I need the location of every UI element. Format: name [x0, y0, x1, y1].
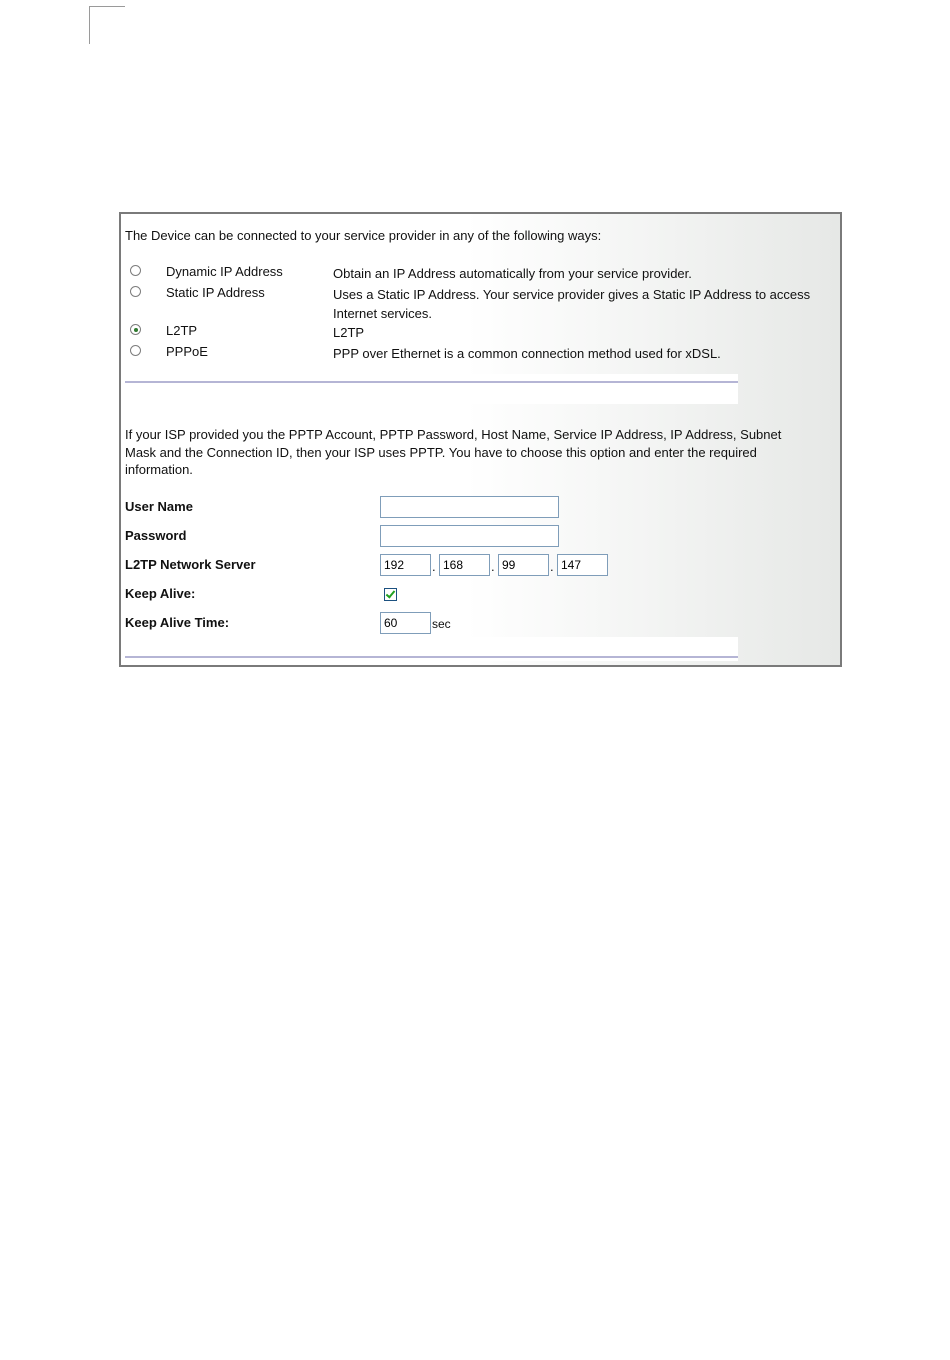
ip-dot-separator: . — [432, 559, 436, 574]
option-desc-dynamic-ip: Obtain an IP Address automatically from your service provider. — [333, 266, 692, 281]
server-ip-octet-2[interactable] — [439, 554, 490, 576]
section-divider-top — [125, 381, 738, 383]
crop-mark-horizontal — [89, 6, 125, 7]
user-name-input[interactable] — [380, 496, 559, 518]
keep-alive-checkbox[interactable] — [384, 588, 397, 601]
radio-l2tp[interactable] — [130, 324, 141, 335]
server-ip-octet-3[interactable] — [498, 554, 549, 576]
option-label-pppoe: PPPoE — [166, 344, 208, 359]
option-label-dynamic-ip: Dynamic IP Address — [166, 264, 283, 279]
option-label-static-ip: Static IP Address — [166, 285, 265, 300]
separator-strip-top — [125, 374, 738, 404]
keep-alive-time-label: Keep Alive Time: — [125, 615, 230, 630]
server-ip-octet-4[interactable] — [557, 554, 608, 576]
keep-alive-time-unit: sec — [432, 617, 451, 631]
keep-alive-label: Keep Alive: — [125, 586, 196, 601]
option-desc-pppoe: PPP over Ethernet is a common connection method used for xDSL. — [333, 346, 721, 361]
connection-intro-text: The Device can be connected to your service provider in any of the following ways: — [125, 228, 602, 243]
ip-dot-separator: . — [491, 559, 495, 574]
radio-dynamic-ip[interactable] — [130, 265, 141, 276]
option-label-l2tp: L2TP — [166, 323, 198, 338]
password-label: Password — [125, 528, 187, 543]
user-name-label: User Name — [125, 499, 193, 514]
l2tp-info-text: If your ISP provided you the PPTP Account, PPTP Password, Host Name, Service IP Address, IP Address, Subnet Mask and the Connection ID, then your ISP uses PPTP. You have to choose this option and enter the required information. — [125, 427, 782, 477]
radio-static-ip[interactable] — [130, 286, 141, 297]
wan-settings-panel — [119, 212, 842, 667]
section-divider-bottom — [125, 656, 738, 658]
keep-alive-time-input[interactable] — [380, 612, 431, 634]
l2tp-server-label: L2TP Network Server — [125, 557, 256, 572]
ip-dot-separator: . — [550, 559, 554, 574]
server-ip-octet-1[interactable] — [380, 554, 431, 576]
radio-pppoe[interactable] — [130, 345, 141, 356]
option-desc-static-ip: Uses a Static IP Address. Your service provider gives a Static IP Address to access Internet services. — [333, 287, 811, 321]
option-desc-l2tp: L2TP — [333, 325, 365, 340]
password-input[interactable] — [380, 525, 559, 547]
crop-mark-vertical — [89, 6, 90, 44]
